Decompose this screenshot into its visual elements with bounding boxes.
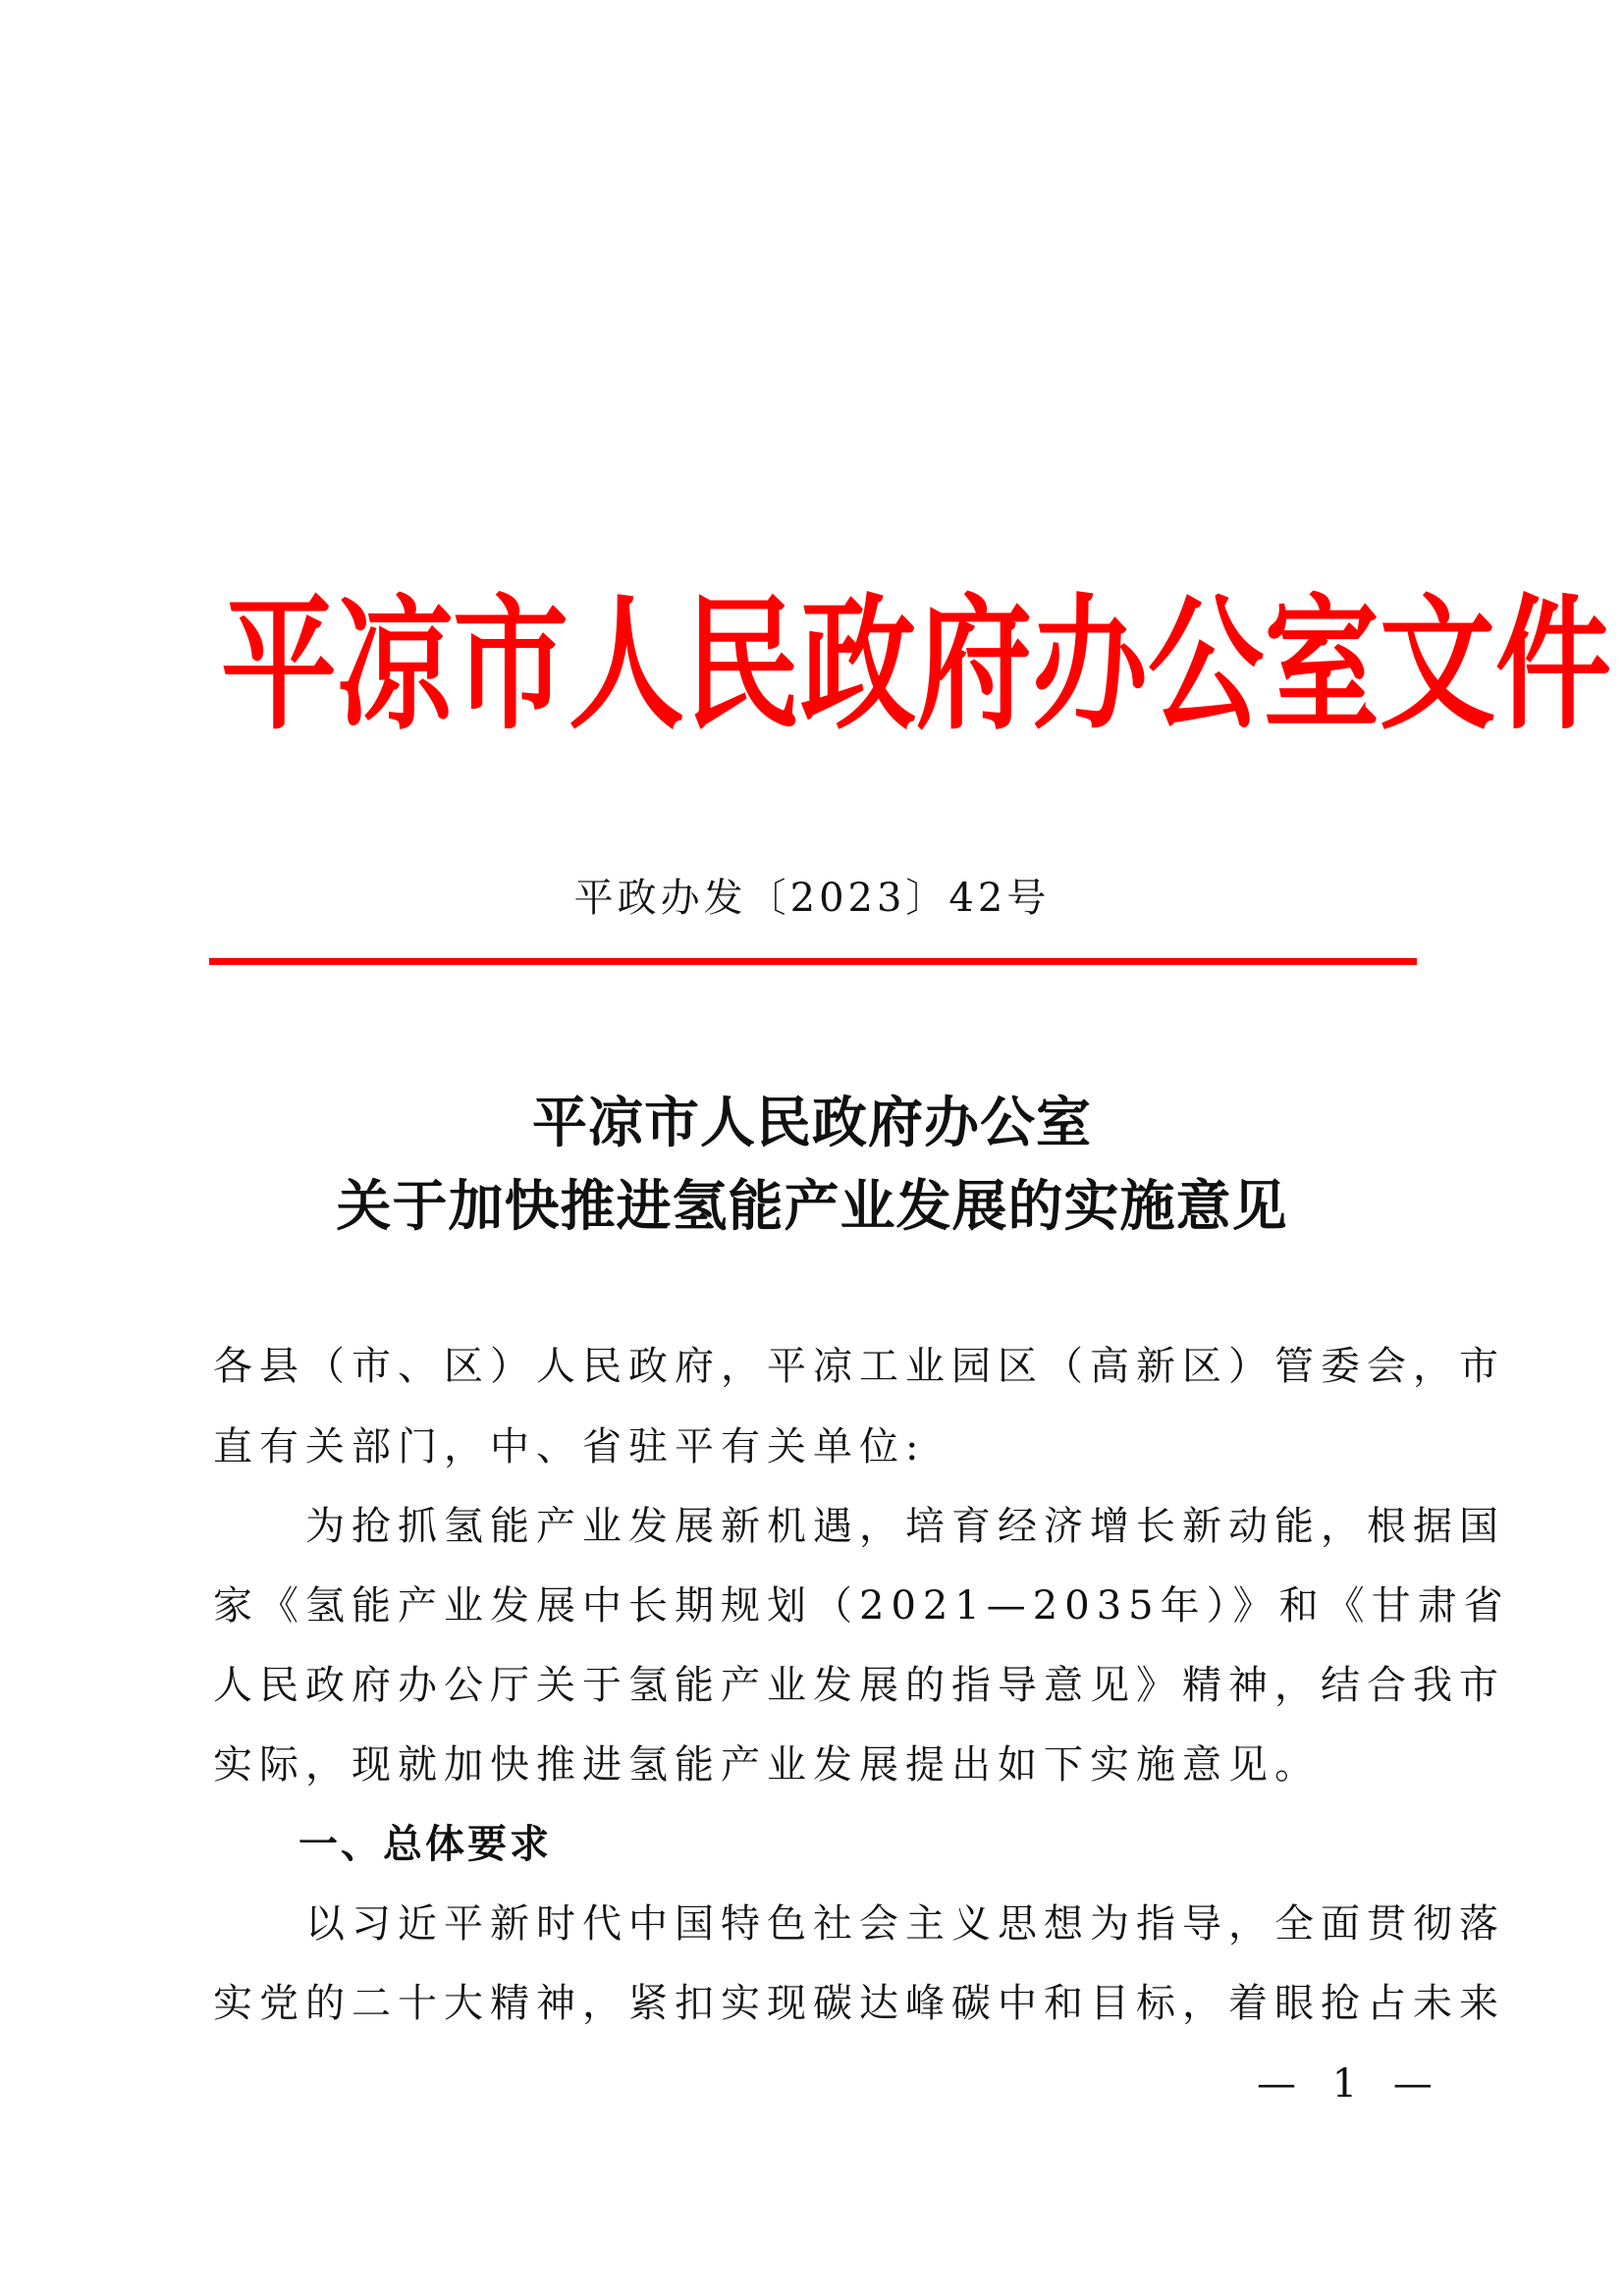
paragraph-line: 为抢抓氢能产业发展新机遇，培育经济增长新动能，根据国 <box>213 1504 1505 1549</box>
section-heading: 一、总体要求 <box>298 1822 552 1867</box>
addressee-line2: 直有关部门，中、省驻平有关单位: <box>213 1424 926 1469</box>
issuer-banner: 平凉市人民政府办公室文件 <box>221 578 1612 750</box>
document-number: 平政办发〔2023〕42号 <box>573 876 1051 921</box>
paragraph-line: 以习近平新时代中国特色社会主义思想为指导，全面贯彻落 <box>213 1901 1505 1947</box>
paragraph-line: 家《氢能产业发展中长期规划（2021—2035年）》和《甘肃省 <box>213 1583 1510 1629</box>
paragraph-line: 人民政府办公厅关于氢能产业发展的指导意见》精神，结合我市 <box>213 1663 1505 1708</box>
paragraph-line: 实党的二十大精神，紧扣实现碳达峰碳中和目标，着眼抢占未来 <box>213 1981 1505 2026</box>
red-divider-line <box>209 958 1417 965</box>
document-title-line2: 关于加快推进氢能产业发展的实施意见 <box>336 1174 1288 1239</box>
paragraph-line: 实际，现就加快推进氢能产业发展提出如下实施意见。 <box>213 1742 1321 1788</box>
document-title-line1: 平凉市人民政府办公室 <box>532 1091 1092 1155</box>
addressee-line1: 各县（市、区）人民政府，平凉工业园区（高新区）管委会，市 <box>213 1344 1505 1389</box>
page-number: — 1 — <box>1257 2061 1444 2107</box>
